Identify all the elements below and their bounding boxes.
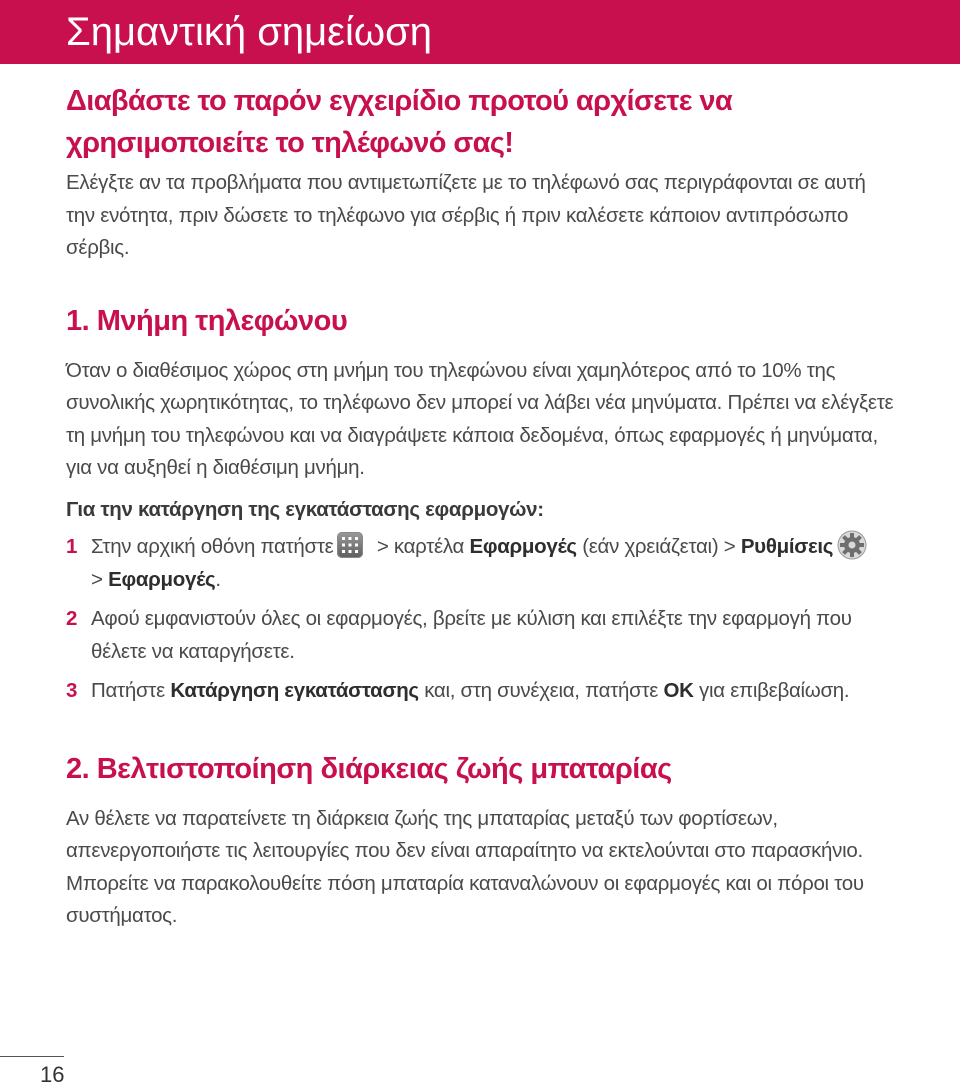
- apps-tab-label: Εφαρμογές: [469, 534, 577, 558]
- section-1-title: 1. Μνήμη τηλεφώνου: [66, 304, 348, 337]
- settings-label: Ρυθμίσεις: [740, 534, 834, 558]
- step-text: > καρτέλα: [371, 534, 470, 558]
- step-1: [66, 530, 881, 596]
- intro-title: Διαβάστε το παρόν εγχειρίδιο προτού αρχίσετε να χρησιμοποιείτε το τηλέφωνό σας!: [66, 85, 733, 159]
- step-text: .: [215, 567, 221, 591]
- ok-label: OK: [663, 678, 694, 702]
- step-text: Πατήστε: [91, 678, 171, 702]
- page-number: 16: [40, 1062, 65, 1087]
- applications-label: Εφαρμογές: [108, 567, 216, 591]
- page-content: [66, 80, 916, 933]
- settings-gear-icon: [837, 530, 867, 560]
- section-2-title: 2. Βελτιστοποίηση διάρκειας ζωής μπαταρίας: [66, 752, 672, 785]
- step-3: [66, 674, 881, 707]
- intro-paragraph: Ελέγξτε αν τα προβλήματα που αντιμετωπίζετε με το τηλέφωνό σας περιγράφονται σε αυτή την ενότητα, πριν δώσετε το τηλέφωνο για σέρβις ή πριν καλέσετε κάποιον αντιπρόσωπο σέρβις.: [66, 171, 866, 259]
- uninstall-label: Κατάργηση εγκατάστασης: [170, 678, 419, 702]
- section-1-paragraph: Όταν ο διαθέσιμος χώρος στη μνήμη του τηλεφώνου είναι χαμηλότερος από το 10% της συνολικής χωρητικότητας, το τηλέφωνο δεν μπορεί να λάβει νέα μηνύματα. Πρέπει να ελέγξετε τη μνήμη του τηλεφώνου και να διαγράψετε κάποια δεδομένα, όπως εφαρμογές ή μηνύματα, για να αυξηθεί η διαθέσιμη μνήμη.: [66, 358, 894, 479]
- apps-grid-icon: [337, 532, 363, 558]
- page-title: Σημαντική σημείωση: [66, 10, 433, 54]
- step-text: >: [91, 567, 109, 591]
- step-text: και, στη συνέχεια, πατήστε: [418, 678, 664, 702]
- footer-rule: [0, 1056, 64, 1057]
- uninstall-subheading: Για την κατάργηση της εγκατάστασης εφαρμογών:: [66, 497, 544, 521]
- step-number: 3: [66, 678, 78, 702]
- step-2: [66, 602, 881, 668]
- step-text: Αφού εμφανιστούν όλες οι εφαρμογές, βρείτε με κύλιση και επιλέξτε την εφαρμογή που θέλετε να καταργήσετε.: [91, 606, 852, 663]
- step-text: Στην αρχική οθόνη πατήστε: [91, 534, 334, 558]
- step-text: για επιβεβαίωση.: [693, 678, 850, 702]
- step-number: 2: [66, 606, 78, 630]
- uninstall-steps: [66, 530, 916, 707]
- step-text: (εάν χρειάζεται) >: [576, 534, 741, 558]
- section-2-paragraph: Αν θέλετε να παρατείνετε τη διάρκεια ζωής της μπαταρίας μεταξύ των φορτίσεων, απενεργοποιήστε τις λειτουργίες που δεν είναι απαραίτητο να εκτελούνται στο παρασκήνιο. Μπορείτε να παρακολουθείτε πόση μπαταρία καταναλώνουν οι εφαρμογές και οι πόροι του συστήματος.: [66, 806, 864, 927]
- step-number: 1: [66, 534, 78, 558]
